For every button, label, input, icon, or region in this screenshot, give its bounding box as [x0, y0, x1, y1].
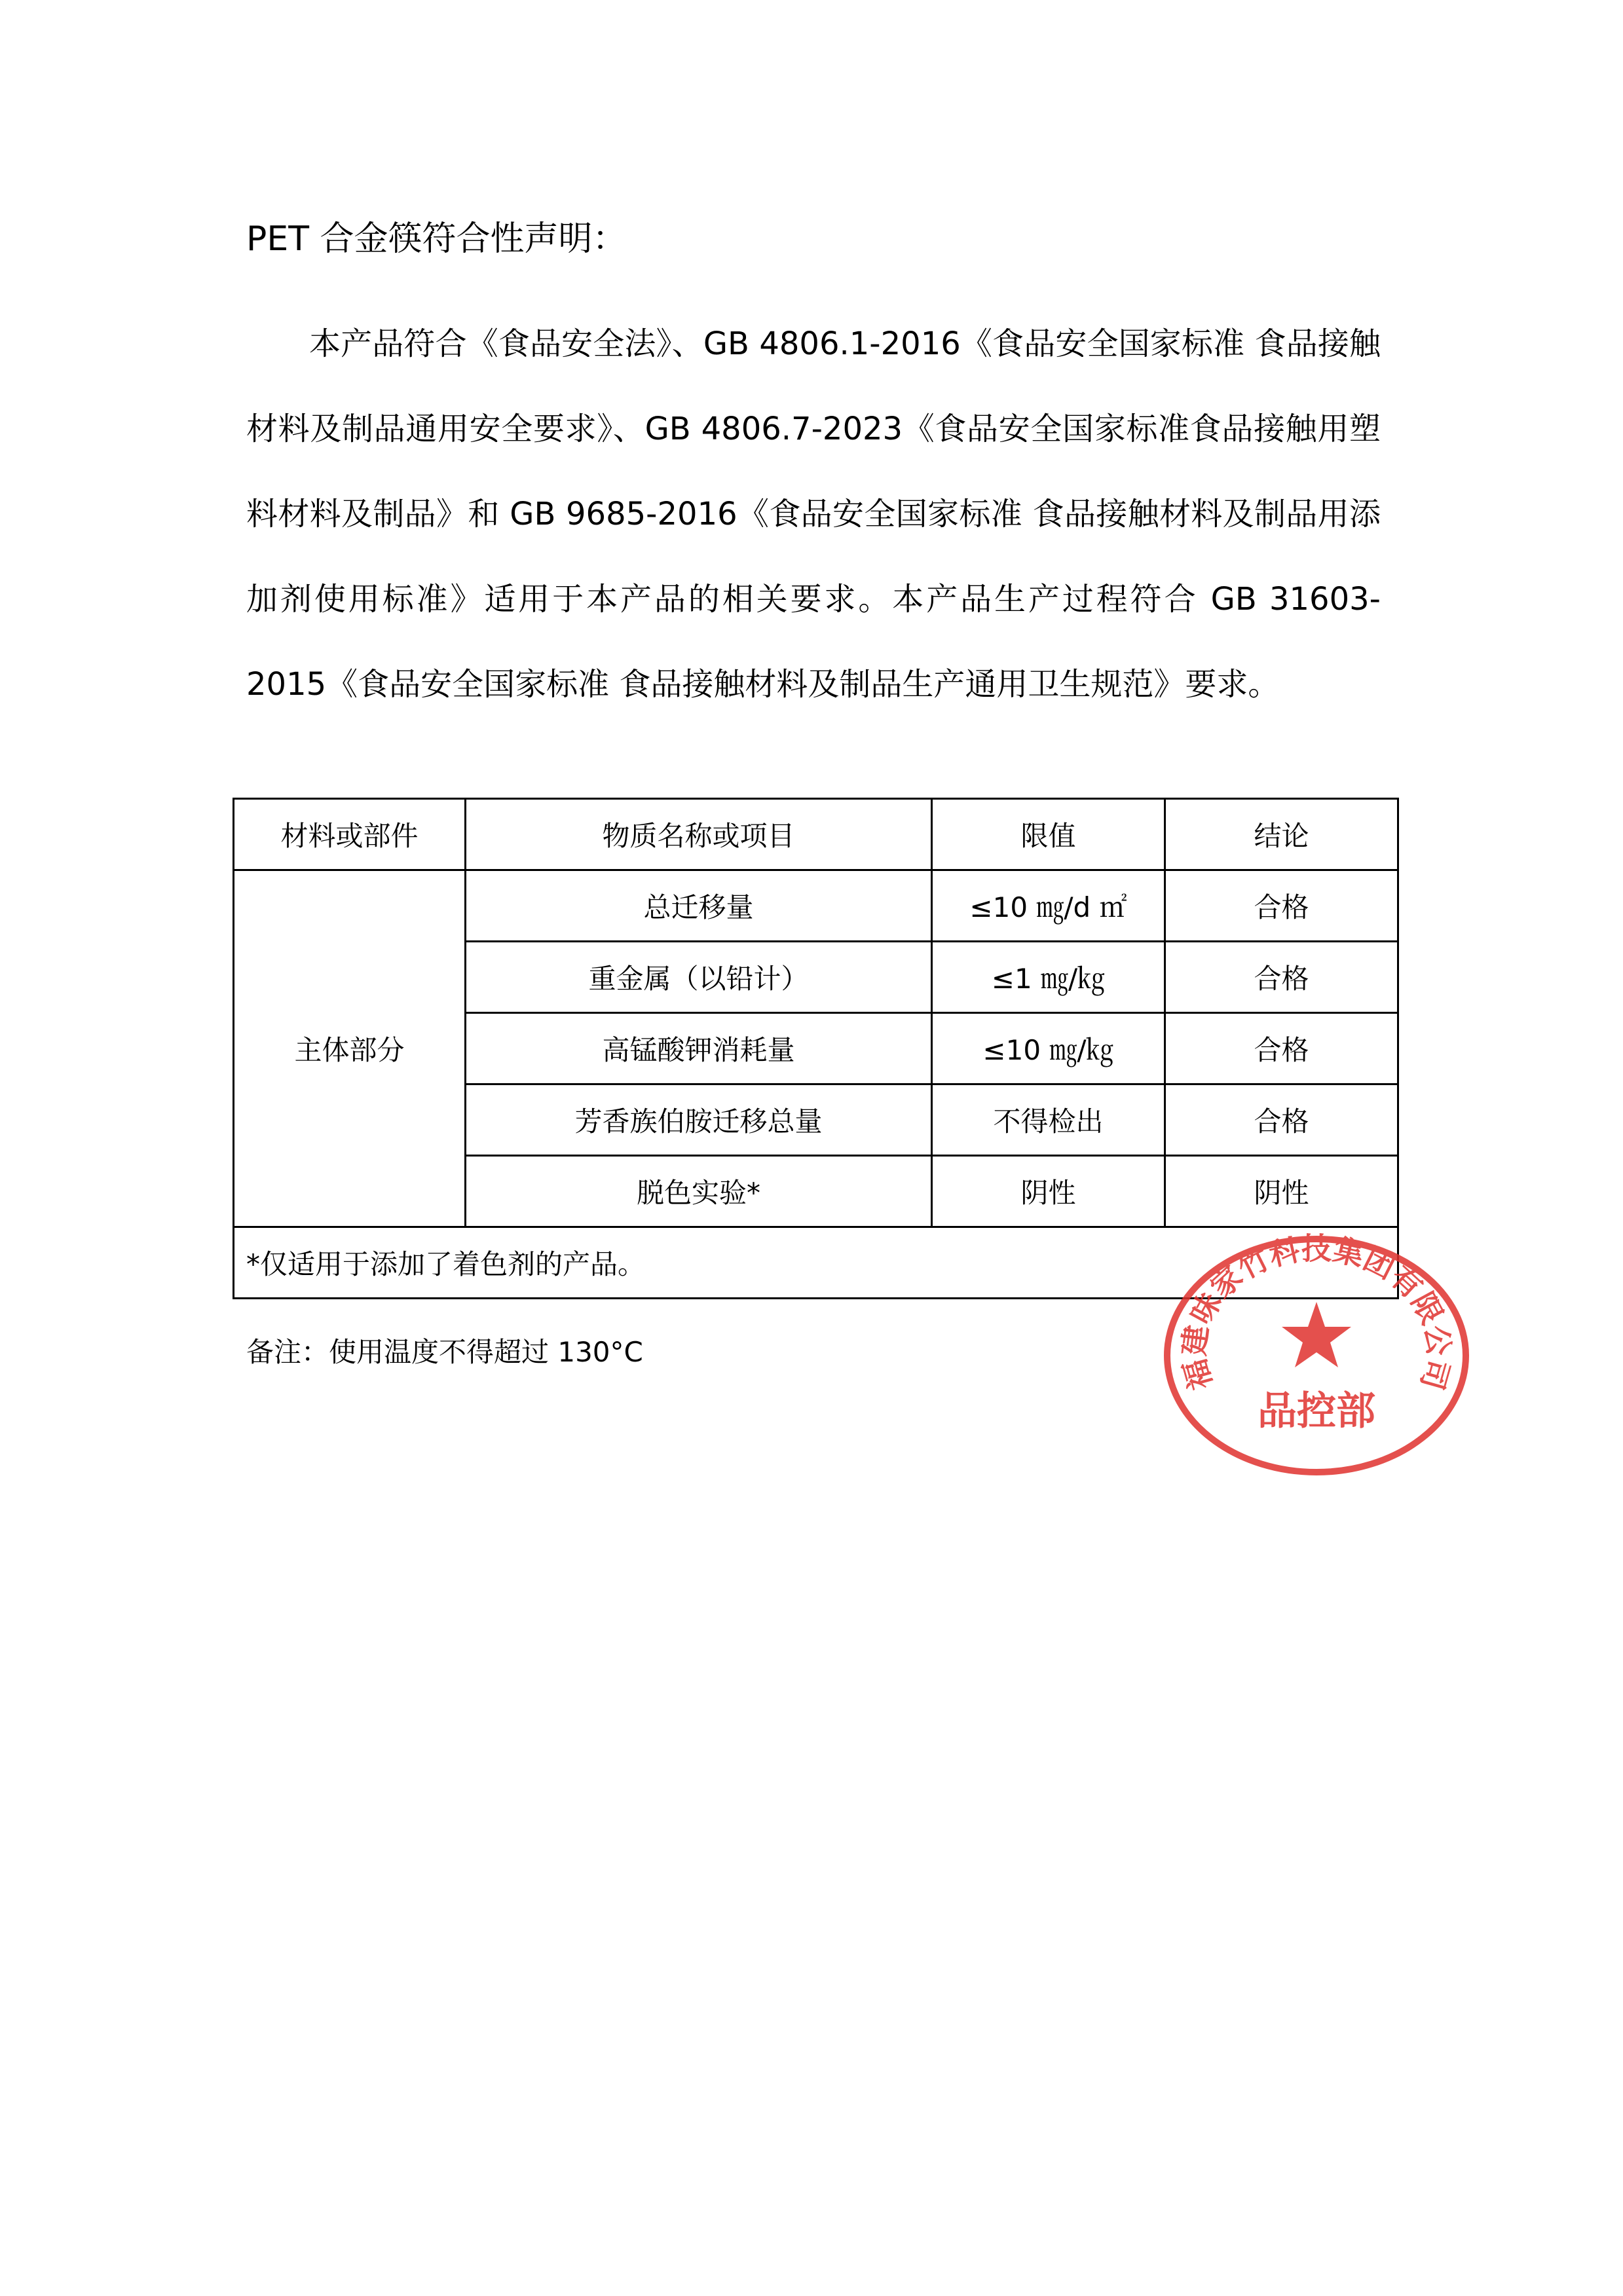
item-cell: 高锰酸钾消耗量	[466, 1013, 932, 1084]
header-cell-substance: 物质名称或项目	[466, 799, 932, 870]
limit-cell: ≤10 ㎎/㎏	[932, 1013, 1165, 1084]
limit-cell: ≤10 ㎎/d ㎡	[932, 870, 1165, 942]
table-header-row	[234, 799, 1398, 870]
compliance-statement: 本产品符合《食品安全法》、GB 4806.1-2016《食品安全国家标准 食品接触材料及制品通用安全要求》、GB 4806.7-2023《食品安全国家标准食品接触用塑料材料及制品》和 GB 9685-2016《食品安全国家标准 食品接触材料及制品用添加剂使用标准》适用于本产品的相关要求。本产品生产过程符合 GB 31603-2015《食品安全国家标准 食品接触材料及制品生产通用卫生规范》要求。	[246, 325, 1381, 703]
limit-cell: 不得检出	[932, 1084, 1165, 1156]
result-cell: 合格	[1165, 1084, 1398, 1156]
result-cell: 合格	[1165, 870, 1398, 942]
table-footnote: *仅适用于添加了着色剂的产品。	[234, 1227, 1398, 1299]
item-cell: 总迁移量	[466, 870, 932, 942]
table-row	[234, 870, 1398, 942]
item-cell: 芳香族伯胺迁移总量	[466, 1084, 932, 1156]
page-title: PET 合金筷符合性声明：	[246, 219, 627, 259]
part-cell: 主体部分	[234, 870, 466, 1227]
header-cell-material: 材料或部件	[234, 799, 466, 870]
seal-ring-text: 福建味家竹科技集团有限公司	[1176, 1231, 1457, 1394]
limit-cell: ≤1 ㎎/㎏	[932, 942, 1165, 1013]
result-cell: 合格	[1165, 1013, 1398, 1084]
item-cell: 脱色实验*	[466, 1156, 932, 1227]
seal-department-text: 品控部	[1258, 1388, 1375, 1434]
header-cell-conclusion: 结论	[1165, 799, 1398, 870]
company-seal	[1159, 1231, 1474, 1480]
requirements-table	[233, 798, 1399, 1299]
seal-star-icon	[1282, 1302, 1351, 1367]
item-cell: 重金属（以铅计）	[466, 942, 932, 1013]
result-cell: 阴性	[1165, 1156, 1398, 1227]
limit-cell: 阴性	[932, 1156, 1165, 1227]
usage-remark: 备注：使用温度不得超过 130°C	[246, 1336, 643, 1368]
result-cell: 合格	[1165, 942, 1398, 1013]
header-cell-limit: 限值	[932, 799, 1165, 870]
